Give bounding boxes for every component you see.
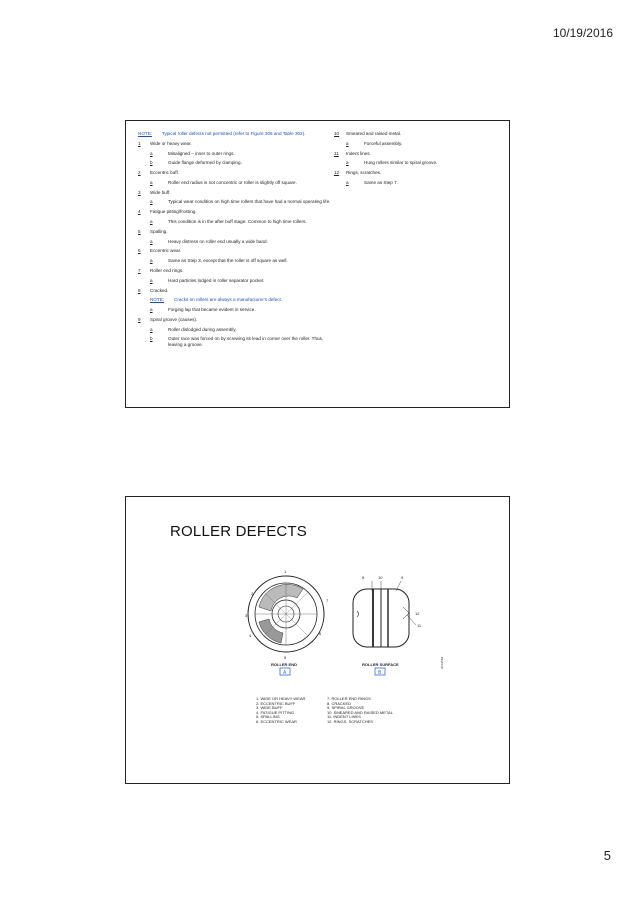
sub-text: Heavy distress on roller end usually a wide band. [168, 238, 268, 244]
label-roller-surface: ROLLER SURFACE [362, 662, 399, 667]
legend-left [256, 697, 305, 725]
sub-step-row [138, 327, 336, 333]
step-num: 8 [138, 287, 141, 293]
sub-text: Forceful assembly. [364, 140, 403, 146]
sub-text: Typical wear condition on high time rollers that have had a normal operating life. [168, 199, 331, 205]
step-num: 4 [138, 209, 141, 215]
step-text: Spalling. [150, 228, 168, 234]
sub-text: Guide flange deformed by clamping. [168, 160, 242, 166]
sub-step-row [138, 199, 336, 205]
badge-a: A [283, 670, 287, 676]
callout-2: 2 [251, 591, 254, 596]
step-num: 9 [138, 316, 141, 322]
step-row [138, 190, 336, 196]
legend-item: 9. SPIRAL GROOVE [327, 705, 365, 711]
item9 [138, 317, 336, 348]
sub-num: a [150, 258, 153, 264]
legend-item: 4. FATIGUE PITTING [256, 709, 295, 715]
sub-text: Forging lap that became evident in service. [168, 307, 256, 313]
sub-text: Misaligned – inner to outer rings. [168, 150, 235, 156]
badge-b: B [378, 670, 382, 676]
legend-item: 2. ECCENTRIC BUFF [256, 700, 296, 706]
step-num: 10 [334, 131, 340, 136]
label-roller-end: ROLLER END [271, 662, 297, 667]
sub-step-row [138, 278, 336, 284]
sub-num: a [346, 179, 349, 185]
sub-step-row [138, 258, 336, 264]
sub-num: a [150, 277, 153, 283]
sub-num: b [150, 160, 153, 166]
step-row [138, 268, 336, 274]
callout-7: 7 [326, 598, 329, 603]
step-row [334, 151, 504, 157]
item8-sub [138, 307, 336, 313]
sub-num: a [150, 219, 153, 225]
sub-num: a [150, 150, 153, 156]
legend-item: 6. ECCENTRIC WEAR [256, 718, 297, 724]
legend-item: 5. SPALLING [256, 714, 280, 720]
sub-step-row [138, 180, 336, 186]
slide-roller-defects-figure [125, 496, 510, 784]
step-text: Eccentric wear. [150, 248, 182, 254]
note2-label: NOTE: [150, 297, 165, 303]
step-row [138, 288, 336, 294]
step-text: Smeared and raised metal. [346, 131, 402, 136]
sub-num: b [150, 336, 153, 342]
step-text: Wide buff. [150, 189, 171, 195]
step-num: 7 [138, 267, 141, 273]
step-num: 11 [334, 150, 339, 156]
step-row [138, 248, 336, 254]
step-num: 12 [334, 170, 340, 176]
legend-item: 7. ROLLER END RINGS [327, 696, 371, 701]
step-num: 6 [138, 248, 141, 254]
step-text: Spiral groove (causes). [150, 316, 198, 322]
callout-1: 1 [284, 569, 287, 574]
left-items [138, 141, 336, 293]
roller-surface-drawing [353, 581, 416, 647]
legend-item: 12. RINGS, SCRATCHES [327, 718, 373, 724]
sub-step-row [334, 141, 504, 147]
callout-6: 6 [319, 631, 322, 636]
sub-text: This condition is in the after buff stage. Common to high time rollers. [168, 219, 307, 225]
step-row [138, 229, 336, 235]
legend-item: 10. SMEARED AND RAISED METAL [327, 709, 393, 715]
step-text: Eccentric buff. [150, 170, 180, 176]
sub-num: a [150, 238, 153, 244]
step-row [138, 209, 336, 215]
roller-end-drawing [248, 576, 324, 652]
sub-text: Roller end radius is not concentric or roller is slightly off square. [168, 179, 297, 185]
sub-step-row [334, 160, 504, 166]
step-row [138, 317, 336, 323]
page-number: 5 [603, 848, 611, 863]
callout-10: 10 [378, 575, 383, 580]
step-num: 1 [138, 140, 141, 146]
callout-11: 11 [417, 623, 422, 628]
legend-item: 3. WIDE BUFF [256, 705, 283, 711]
callout-12: 12 [415, 611, 420, 616]
sub-step-row [138, 336, 336, 347]
slide-roller-defects-text [125, 120, 510, 408]
sub-num: a [346, 160, 349, 166]
sub-text: Same as Step 3, except that the roller is off square as well. [168, 258, 288, 264]
note2-text: Cracks on rollers are always a manufacturer's defect. [174, 297, 283, 303]
slide-title: ROLLER DEFECTS [170, 523, 307, 540]
sub-text: Same as Step 7. [364, 179, 398, 185]
step-row [334, 131, 504, 137]
note-row [138, 131, 336, 137]
figure-code: 2C41518 [440, 656, 444, 669]
step-text: Wide or heavy wear. [150, 140, 192, 146]
callout-4: 4 [249, 633, 252, 638]
note-text: Typical roller defects not permitted (refer to Figure 305 and Table 302). [162, 131, 306, 136]
callout-9: 9 [401, 575, 404, 580]
legend-item: 11. INDENT LINES [327, 714, 361, 720]
sub-num: a [150, 199, 153, 205]
step-text: Fatigue pitting/frosting. [150, 209, 197, 215]
sub-num: a [150, 326, 153, 332]
step-row [138, 170, 336, 176]
sub-text: Hard particles lodged in roller separator pocket. [168, 277, 265, 283]
sub-step-row [138, 219, 336, 225]
step-text: Indent lines. [346, 150, 371, 156]
step-num: 2 [138, 170, 141, 176]
note-label: NOTE: [138, 131, 153, 136]
legend-item: 1. WIDE OR HEAVY WEAR [256, 696, 306, 701]
callout-8: 8 [362, 575, 365, 580]
slide-date: 10/19/2016 [552, 26, 613, 40]
sub-step-row [138, 239, 336, 245]
right-items [334, 131, 504, 186]
legend-right [327, 697, 393, 725]
sub-text: Hung rollers similar to spiral groove. [364, 160, 438, 166]
sub-num: a [150, 307, 153, 313]
step-num: 5 [138, 228, 141, 234]
step-text: Cracked. [150, 287, 169, 293]
sub-step-row [138, 151, 336, 157]
step-text: Rings, scratches. [346, 170, 382, 176]
note2-row [150, 297, 336, 303]
callout-5: 5 [284, 655, 287, 660]
step-row [138, 141, 336, 147]
step-num: 3 [138, 189, 141, 195]
left-column [138, 131, 336, 352]
callout-3: 3 [245, 613, 248, 618]
sub-text: Roller dislodged during assembly. [168, 326, 237, 332]
sub-num: a [346, 140, 349, 146]
legend-item: 8. CRACKED [327, 700, 352, 706]
right-column [334, 131, 504, 190]
step-row [334, 170, 504, 176]
step-text: Roller end rings. [150, 267, 184, 273]
sub-num: a [150, 179, 153, 185]
roller-defects-figure [231, 567, 451, 687]
sub-step-row [138, 160, 336, 166]
sub-text: Outer race was forced on by screwing its lead in corner over the roller. Thus, leaving a groove. [168, 336, 324, 347]
sub-step-row [334, 180, 504, 186]
